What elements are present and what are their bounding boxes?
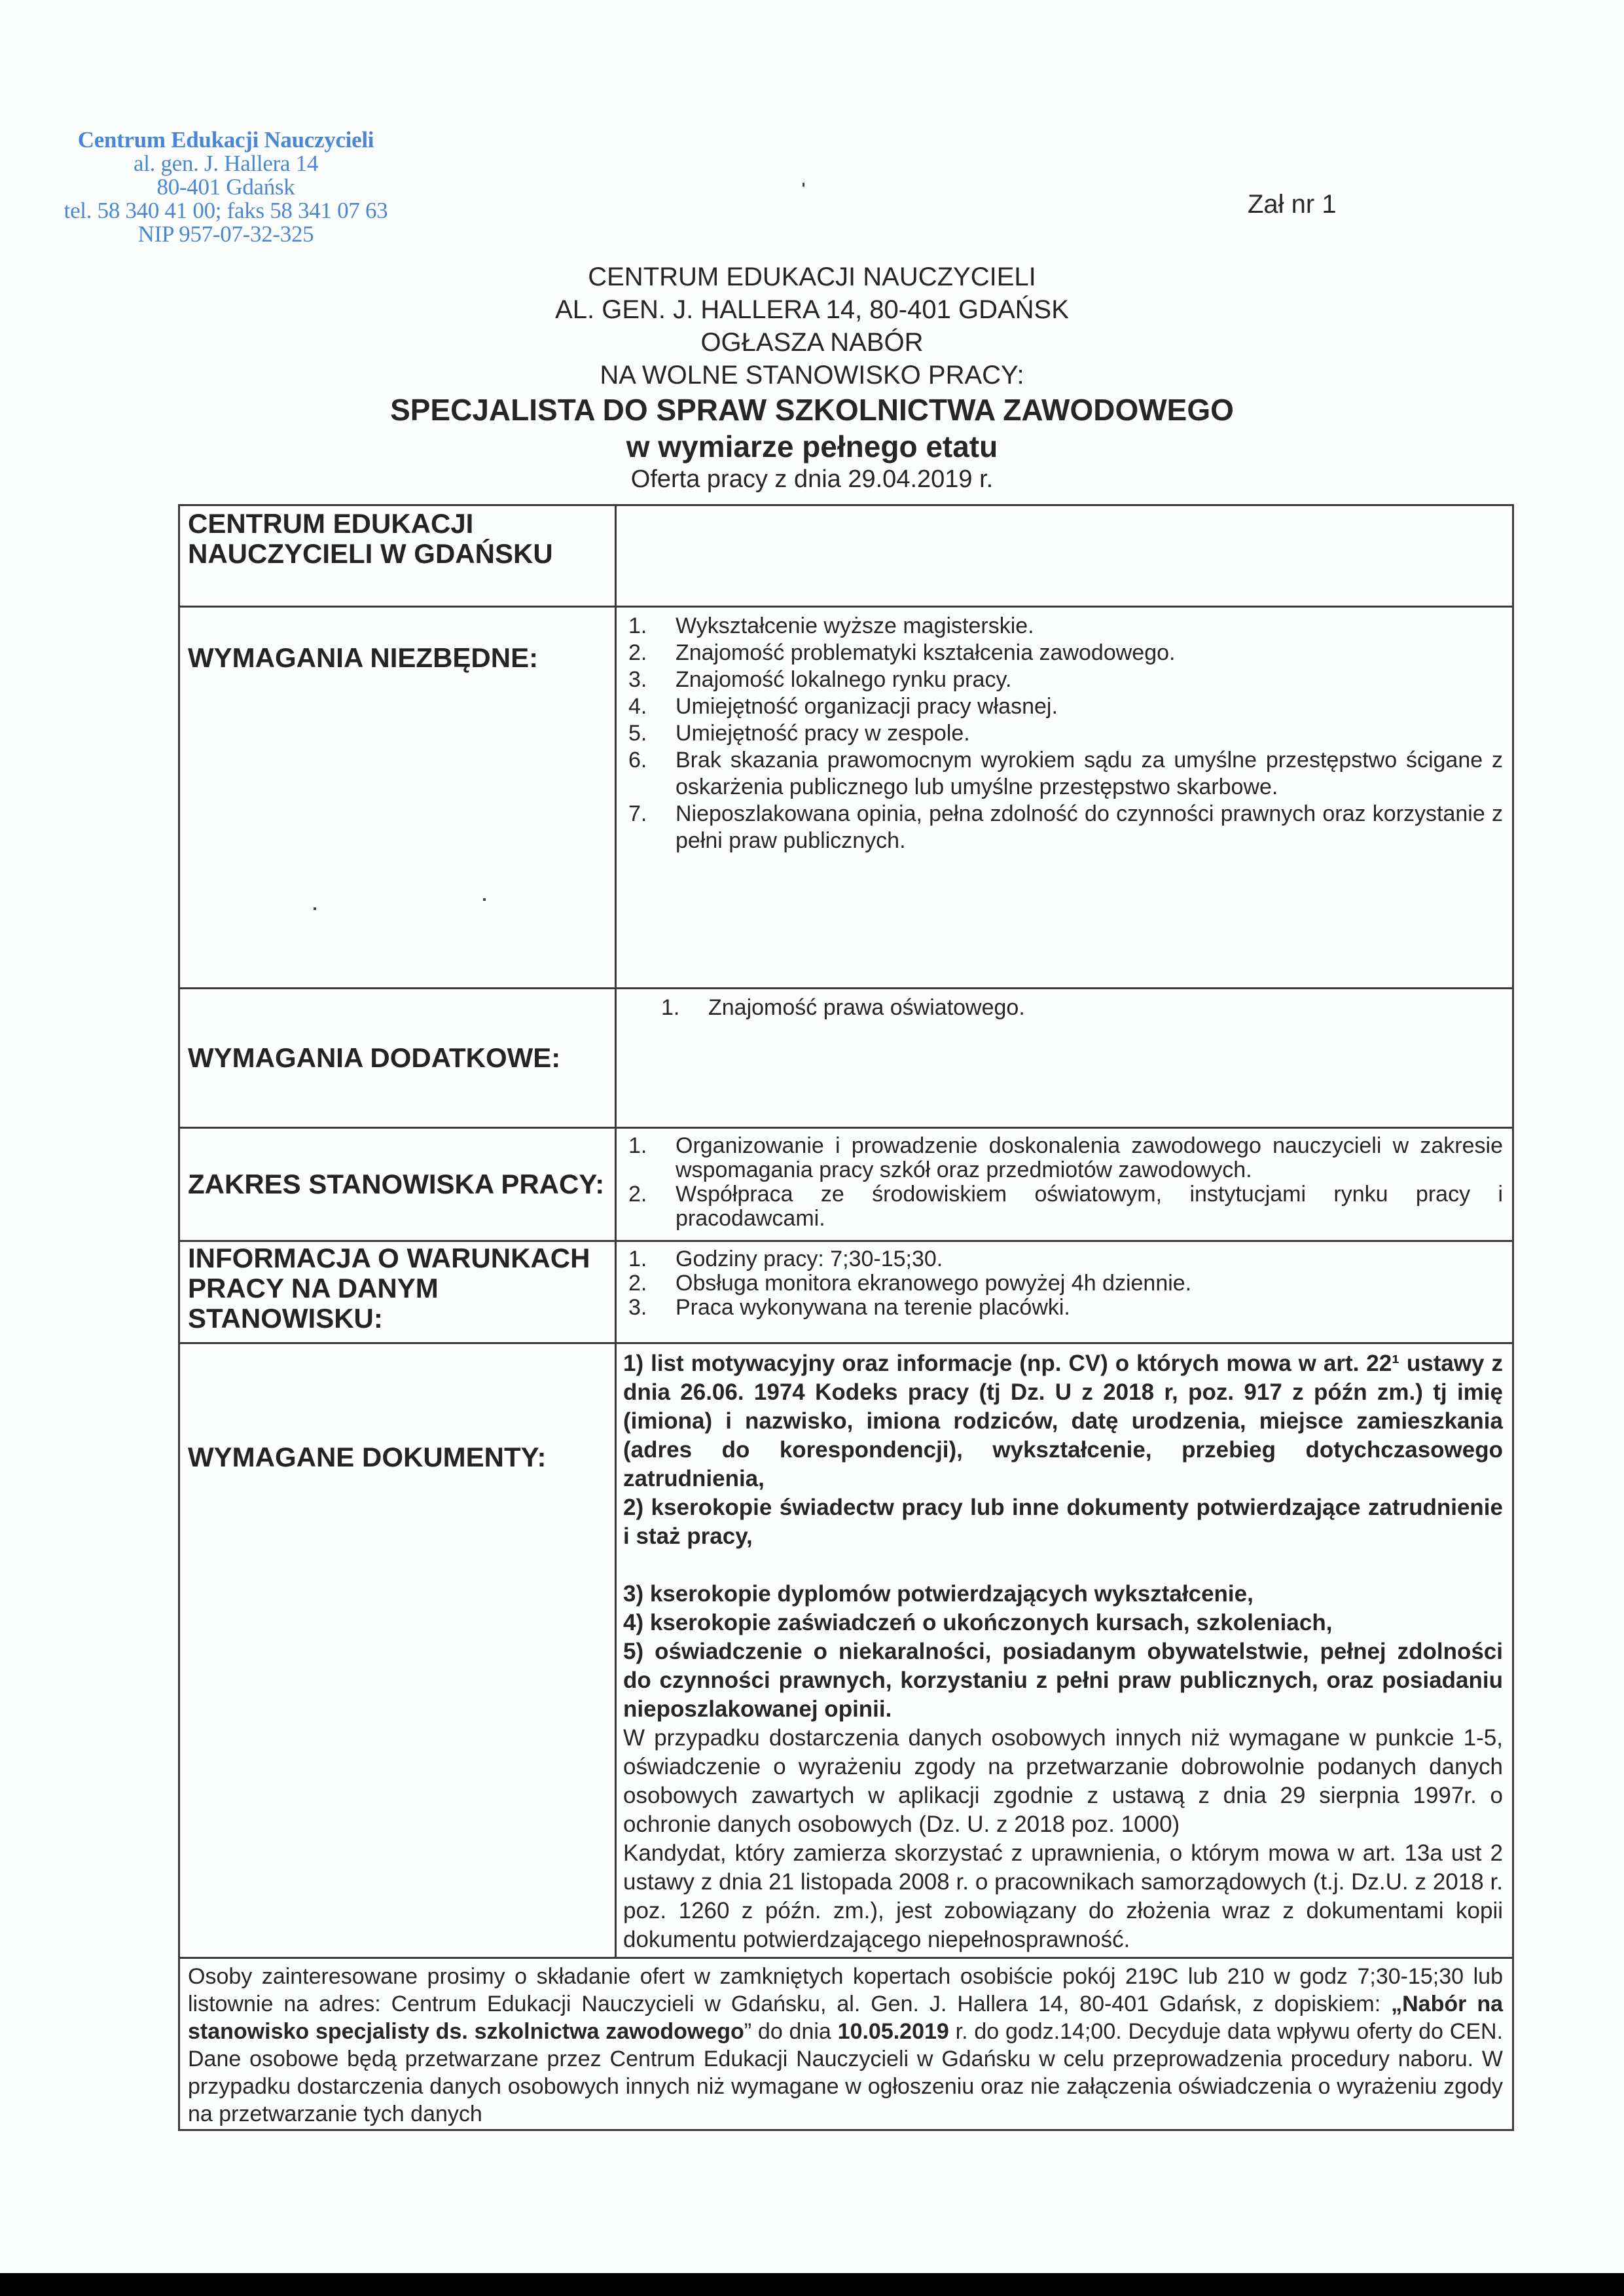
table-row — [179, 505, 1513, 607]
table-row — [179, 989, 1513, 1128]
stamp-line: 80-401 Gdańsk — [156, 174, 295, 200]
list-item: 1. Znajomość prawa oświatowego. — [661, 995, 1025, 1020]
stamp-line: al. gen. J. Hallera 14 — [133, 151, 319, 176]
scan-speck — [803, 183, 804, 187]
list-item: 3. Praca wykonywana na terenie placówki. — [628, 1295, 1070, 1320]
job-offer-table — [178, 504, 1514, 2131]
list-item: 2. Współpraca ze środowiskiem oświatowym, instytucjami rynku pracy i pracodawcami. — [628, 1182, 1503, 1231]
stamp-line: NIP 957-07-32-325 — [137, 221, 314, 247]
document-item: 3) kserokopie dyplomów potwierdzających wykształcenie, — [623, 1581, 1254, 1607]
list-item: 1. Wykształcenie wyższe magisterskie. — [628, 613, 1034, 638]
list-item: 4. Umiejętność organizacji pracy własnej. — [628, 694, 1058, 719]
table-row — [179, 1343, 1513, 1958]
table-row — [179, 1128, 1513, 1241]
employer-label: CENTRUM EDUKACJI NAUCZYCIELI W GDAŃSKU — [179, 505, 616, 607]
document-item: 1) list motywacyjny oraz informacje (np. CV) o których mowa w art. 22¹ ustawy z dnia 26.06. 1974 Kodeks pracy (tj Dz. U z 2018 r, poz. 917 z późn zm.) tj imię (imiona) i nazwisko, imiona rodziców, datę urodzenia, miejsce zamieszkania (adres do korespondencji), wykształcenie, przebieg dotychczasowego zatrudnienia, — [623, 1351, 1503, 1491]
required-documents-label — [179, 1343, 616, 1958]
document-item: 2) kserokopie świadectw pracy lub inne dokumenty potwierdzające zatrudnienie i staż pracy, — [623, 1495, 1503, 1549]
attachment-label: Zał nr 1 — [1248, 190, 1337, 219]
list-item: 7. Nieposzlakowana opinia, pełna zdolność do czynności prawnych oraz korzystanie z pełni praw publicznych. — [628, 801, 1503, 853]
submission-instructions: Osoby zainteresowane prosimy o składanie ofert w zamkniętych kopertach osobiście pokój 219C lub 210 w godz 7;30-15;30 lub listownie na adres: Centrum Edukacji Nauczycieli w Gdańsku, al. Gen. J. Hallera 14, 80-401 Gdańsk, z dopiskiem: „Nabór na stanowisko specjalisty ds. szkolnictwa zawodowego” do dnia 10.05.2019 r. do godz.14;00. Decyduje data wpływu oferty do CEN. Dane osobowe będą przetwarzane przez Centrum Edukacji Nauczycieli w Gdańsku w celu przeprowadzenia procedury naboru. W przypadku dostarczenia danych osobowych innych niż wymagane w ogłoszeniu oraz nie załączenia oświadczenia o wyrażeniu zgody na przetwarzanie tych danych — [179, 1958, 1513, 2130]
table-row — [179, 607, 1513, 989]
document-item: 5) oświadczenie o niekaralności, posiadanym obywatelstwie, pełnej zdolności do czynności prawnych, korzystaniu z pełni praw publicznych, oraz posiadaniu nieposzlakowanej opinii. — [623, 1639, 1503, 1722]
stamp-line: tel. 58 340 41 00; faks 58 341 07 63 — [63, 198, 388, 223]
list-item: 6. Brak skazania prawomocnym wyrokiem sądu za umyślne przestępstwo ścigane z oskarżenia publicznego lub umyślne przestępstwo skarbowe. — [628, 748, 1503, 799]
list-item: 1. Organizowanie i prowadzenie doskonalenia zawodowego nauczycieli w zakresie wspomagania pracy szkół oraz przedmiotów zawodowych. — [628, 1133, 1503, 1182]
stamp-line: Centrum Edukacji Nauczycieli — [77, 127, 374, 153]
additional-requirements-list — [616, 989, 1513, 1128]
list-item: 3. Znajomość lokalnego rynku pracy. — [628, 667, 1012, 692]
table-row — [179, 1958, 1513, 2130]
announcement-header — [0, 261, 1624, 494]
list-item: 5. Umiejętność pracy w zespole. — [628, 721, 970, 746]
essential-requirements-text: WYMAGANIA NIEZBĘDNE: — [188, 642, 539, 673]
required-documents-text: WYMAGANE DOKUMENTY: — [188, 1442, 547, 1472]
institution-stamp — [56, 128, 396, 246]
list-item: 2. Znajomość problematyki kształcenia zawodowego. — [628, 640, 1176, 665]
required-documents-content — [616, 1343, 1513, 1958]
employment-scope: w wymiarze pełnego etatu — [626, 429, 998, 464]
employer-value — [616, 505, 1513, 607]
list-item: 2. Obsługa monitora ekranowego powyżej 4h dziennie. — [628, 1271, 1192, 1296]
scan-bottom-edge — [0, 2273, 1624, 2296]
work-conditions-list — [616, 1241, 1513, 1343]
list-item: 1. Godziny pracy: 7;30-15;30. — [628, 1247, 943, 1271]
table-row — [179, 1241, 1513, 1343]
essential-requirements-label — [179, 607, 616, 989]
header-vacancy: NA WOLNE STANOWISKO PRACY: — [600, 361, 1024, 390]
disability-note: Kandydat, który zamierza skorzystać z uprawnienia, o którym mowa w art. 13a ust 2 ustawy z dnia 21 listopada 2008 r. o pracownikach samorządowych (t.j. Dz.U. z 2018 r. poz. 1260 z późn. zm.), jest zobowiązany do złożenia wraz z dokumentami kopii dokumentu potwierdzającego niepełnosprawność. — [623, 1840, 1503, 1952]
envelope-subject: „Nabór na stanowisko specjalisty ds. szkolnictwa zawodowego — [188, 1992, 1504, 2044]
submission-deadline: 10.05.2019 — [837, 2019, 949, 2044]
header-announces: OGŁASZA NABÓR — [700, 328, 924, 357]
position-title: SPECJALISTA DO SPRAW SZKOLNICTWA ZAWODOWEGO — [390, 393, 1234, 427]
offer-date: Oferta pracy z dnia 29.04.2019 r. — [630, 465, 994, 493]
work-conditions-label: INFORMACJA O WARUNKACH PRACY NA DANYM STANOWISKU: — [179, 1241, 616, 1343]
document-item: 4) kserokopie zaświadczeń o ukończonych kursach, szkoleniach, — [623, 1610, 1333, 1635]
header-address: AL. GEN. J. HALLERA 14, 80-401 GDAŃSK — [555, 295, 1069, 324]
header-institution: CENTRUM EDUKACJI NAUCZYCIELI — [588, 263, 1036, 291]
job-scope-label: ZAKRES STANOWISKA PRACY: — [179, 1128, 616, 1241]
essential-requirements-list — [616, 607, 1513, 989]
additional-requirements-label: WYMAGANIA DODATKOWE: — [179, 989, 616, 1128]
job-scope-list — [616, 1128, 1513, 1241]
data-consent-note: W przypadku dostarczenia danych osobowych innych niż wymagane w punkcie 1-5, oświadczenie o wyrażeniu zgody na przetwarzanie dobrowolnie podanych danych osobowych zawartych w aplikacji zgodnie z ustawą z dnia 29 sierpnia 1997r. o ochronie danych osobowych (Dz. U. z 2018 poz. 1000) — [623, 1725, 1503, 1837]
